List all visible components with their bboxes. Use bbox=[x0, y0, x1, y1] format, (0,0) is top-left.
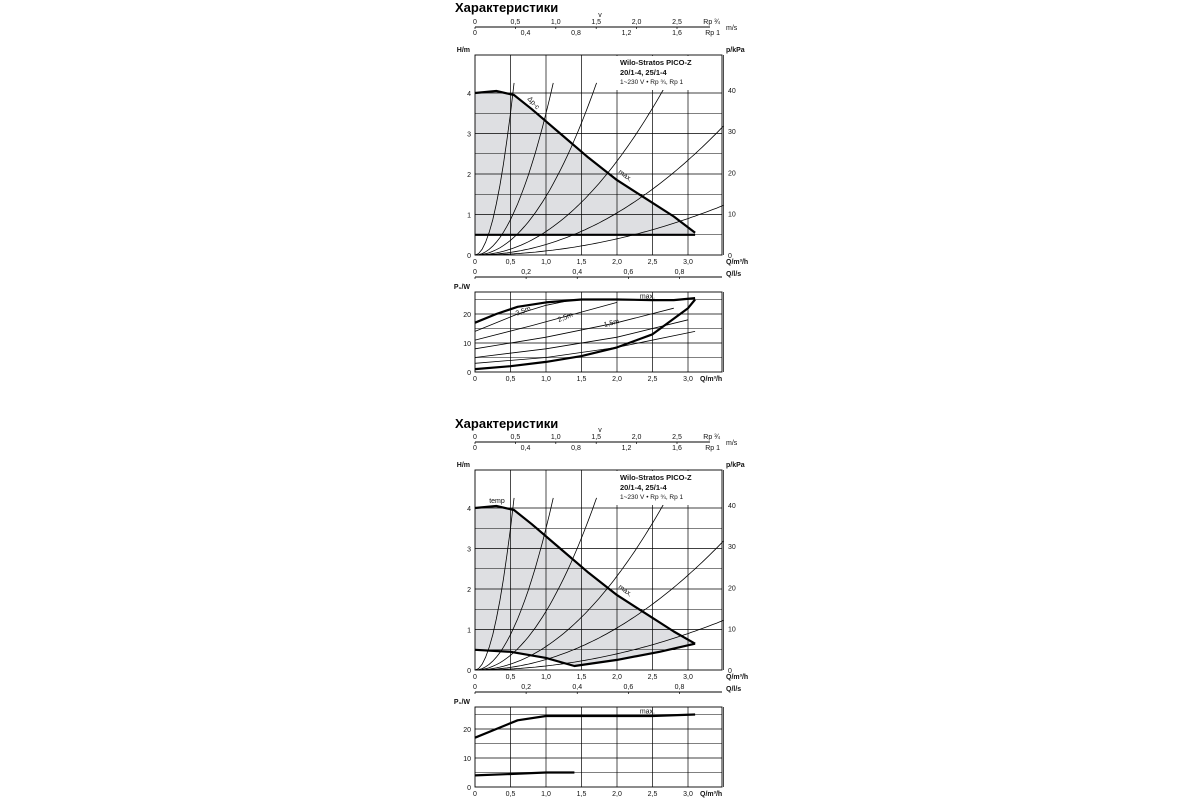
rp34-label-1: Rp ¾ bbox=[703, 19, 720, 26]
flow-ls-label-1: Q/l/s bbox=[726, 271, 742, 278]
section-title-2: Характеристики bbox=[455, 416, 559, 431]
velocity-rp1-tick-1: 1,6 bbox=[672, 30, 682, 37]
velocity-rp34-tick-1: 1,5 bbox=[591, 19, 602, 26]
flow-ls-tick-2: 0,8 bbox=[674, 684, 685, 691]
velocity-rp34-tick-2: 1,0 bbox=[550, 434, 561, 441]
flow-ls-tick-1: 0,2 bbox=[521, 269, 531, 276]
flow-tick-1: 1,5 bbox=[576, 259, 587, 266]
flow-ls-tick-1: 0,8 bbox=[674, 269, 685, 276]
operating-range-1 bbox=[475, 91, 695, 235]
velocity-rp1-tick-2: 1,2 bbox=[621, 445, 632, 452]
power-flow-tick-2: 1,0 bbox=[541, 791, 551, 798]
power-flow-tick-1: 1,0 bbox=[541, 376, 551, 383]
power-flow-tick-2: 1,5 bbox=[576, 791, 587, 798]
head-tick-2: 4 bbox=[467, 506, 471, 513]
flow-axis-label-2: Q/m³/h bbox=[726, 674, 749, 681]
power-flow-tick-1: 0,5 bbox=[505, 376, 516, 383]
power-tick-2: 0 bbox=[467, 785, 471, 792]
power-flow-tick-1: 1,5 bbox=[576, 376, 587, 383]
velocity-rp1-tick-1: 0,4 bbox=[520, 30, 531, 37]
info-supply-2: 1~230 V • Rp ¾, Rp 1 bbox=[620, 494, 684, 501]
pressure-tick-2: 40 bbox=[728, 502, 736, 510]
flow-ls-tick-2: 0,2 bbox=[521, 684, 531, 691]
pressure-tick-2: 20 bbox=[728, 585, 736, 593]
head-tick-2: 1 bbox=[467, 627, 471, 635]
max-label-2: max. bbox=[616, 583, 634, 599]
pressure-tick-2: 30 bbox=[728, 544, 736, 552]
head-tick-1: 2 bbox=[467, 172, 471, 179]
power-flow-tick-1: 3,0 bbox=[683, 376, 693, 383]
info-title-1: Wilo-Stratos PICO-Z bbox=[620, 58, 692, 67]
head-tick-2: 0 bbox=[467, 668, 471, 675]
velocity-rp34-tick-2: 2,5 bbox=[672, 434, 682, 441]
mode-label-1: Δp-c bbox=[525, 95, 541, 112]
power-max-label-2: max. bbox=[639, 708, 655, 716]
info-subtitle-2: 20/1-4, 25/1-4 bbox=[620, 483, 667, 492]
power-tick-1: 10 bbox=[463, 341, 471, 348]
velocity-rp34-tick-2: 0,5 bbox=[510, 434, 521, 441]
flow-tick-1: 2,0 bbox=[612, 259, 622, 266]
info-title-2: Wilo-Stratos PICO-Z bbox=[620, 473, 692, 482]
velocity-rp1-tick-2: 1,6 bbox=[672, 445, 682, 452]
head-tick-1: 0 bbox=[467, 253, 471, 260]
velocity-axis-label-2: v bbox=[598, 427, 602, 434]
flow-axis-label-1: Q/m³/h bbox=[726, 259, 749, 266]
power-h25-label-1: 2,5m bbox=[556, 311, 574, 324]
flow-ls-label-2: Q/l/s bbox=[726, 686, 742, 693]
power-h15-label-1: 1,5m bbox=[603, 318, 621, 329]
power-flow-tick-1: 2,0 bbox=[612, 376, 622, 383]
rp1-label-2: Rp 1 bbox=[705, 445, 720, 452]
power-flow-tick-1: 0 bbox=[473, 376, 477, 383]
pressure-axis-label-1: p/kPa bbox=[726, 47, 745, 54]
velocity-axis-label-1: v bbox=[598, 12, 602, 19]
power-flow-axis-label-2: Q/m³/h bbox=[700, 791, 723, 798]
mode-label-2: temp bbox=[489, 498, 505, 505]
power-flow-tick-2: 0 bbox=[473, 791, 477, 798]
velocity-rp34-tick-2: 1,5 bbox=[591, 434, 602, 441]
power-tick-2: 20 bbox=[463, 727, 471, 734]
rp34-label-2: Rp ¾ bbox=[703, 434, 720, 441]
velocity-rp1-tick-1: 0 bbox=[473, 30, 477, 37]
power-tick-1: 0 bbox=[467, 370, 471, 377]
power-flow-tick-2: 2,5 bbox=[647, 791, 658, 798]
flow-tick-2: 0 bbox=[473, 674, 477, 681]
max-label-1: max. bbox=[616, 168, 634, 184]
pressure-tick-1: 20 bbox=[728, 170, 736, 178]
flow-tick-1: 0 bbox=[473, 259, 477, 266]
power-axis-label-1: P₁/W bbox=[453, 284, 470, 291]
flow-ls-tick-1: 0 bbox=[473, 269, 477, 276]
velocity-rp34-tick-1: 2,5 bbox=[672, 19, 682, 26]
flow-tick-2: 1,0 bbox=[541, 674, 551, 681]
flow-ls-tick-2: 0,6 bbox=[623, 684, 634, 691]
flow-tick-2: 1,5 bbox=[576, 674, 587, 681]
pressure-tick-1: 0 bbox=[728, 253, 732, 260]
pressure-axis-label-2: p/kPa bbox=[726, 462, 745, 469]
pressure-tick-2: 10 bbox=[728, 626, 736, 634]
power-flow-tick-2: 3,0 bbox=[683, 791, 693, 798]
power-flow-tick-2: 0,5 bbox=[505, 791, 516, 798]
velocity-unit-2: m/s bbox=[726, 440, 738, 447]
pressure-tick-1: 10 bbox=[728, 211, 736, 219]
flow-ls-tick-2: 0 bbox=[473, 684, 477, 691]
section-title-1: Характеристики bbox=[455, 0, 559, 15]
info-subtitle-1: 20/1-4, 25/1-4 bbox=[620, 68, 667, 77]
velocity-rp34-tick-1: 0 bbox=[473, 19, 477, 26]
flow-ls-tick-2: 0,4 bbox=[572, 684, 583, 691]
head-tick-1: 3 bbox=[467, 131, 471, 139]
flow-tick-1: 0,5 bbox=[505, 259, 516, 266]
power-tick-2: 10 bbox=[463, 756, 471, 763]
velocity-unit-1: m/s bbox=[726, 25, 738, 32]
head-tick-1: 1 bbox=[467, 212, 471, 220]
power-flow-tick-2: 2,0 bbox=[612, 791, 622, 798]
flow-tick-2: 2,5 bbox=[647, 674, 658, 681]
velocity-rp34-tick-2: 2,0 bbox=[631, 434, 642, 441]
power-h35-label-1: 3,5m bbox=[514, 305, 532, 318]
velocity-rp1-tick-1: 0,8 bbox=[571, 30, 581, 37]
velocity-rp1-tick-2: 0,8 bbox=[571, 445, 581, 452]
info-supply-1: 1~230 V • Rp ¾, Rp 1 bbox=[620, 79, 684, 86]
pressure-tick-2: 0 bbox=[728, 668, 732, 675]
power-tick-1: 20 bbox=[463, 312, 471, 319]
flow-tick-2: 2,0 bbox=[612, 674, 622, 681]
pressure-tick-1: 30 bbox=[728, 129, 736, 137]
flow-tick-1: 2,5 bbox=[647, 259, 658, 266]
power-max-label-1: max. bbox=[639, 293, 655, 301]
head-axis-label-1: H/m bbox=[456, 47, 470, 54]
velocity-rp34-tick-1: 1,0 bbox=[550, 19, 561, 26]
flow-ls-tick-1: 0,4 bbox=[572, 269, 583, 276]
flow-tick-1: 3,0 bbox=[683, 259, 693, 266]
velocity-rp34-tick-2: 0 bbox=[473, 434, 477, 441]
flow-tick-2: 3,0 bbox=[683, 674, 693, 681]
power-flow-tick-1: 2,5 bbox=[647, 376, 658, 383]
rp1-label-1: Rp 1 bbox=[705, 30, 720, 37]
flow-ls-tick-1: 0,6 bbox=[623, 269, 634, 276]
pressure-tick-1: 40 bbox=[728, 87, 736, 95]
head-tick-1: 4 bbox=[467, 91, 471, 98]
velocity-rp1-tick-2: 0 bbox=[473, 445, 477, 452]
power-axis-label-2: P₁/W bbox=[453, 699, 470, 706]
velocity-rp1-tick-1: 1,2 bbox=[621, 30, 632, 37]
velocity-rp34-tick-1: 2,0 bbox=[631, 19, 642, 26]
flow-tick-1: 1,0 bbox=[541, 259, 551, 266]
velocity-rp1-tick-2: 0,4 bbox=[520, 445, 531, 452]
head-tick-2: 2 bbox=[467, 587, 471, 594]
head-axis-label-2: H/m bbox=[456, 462, 470, 469]
power-flow-axis-label-1: Q/m³/h bbox=[700, 376, 723, 383]
head-tick-2: 3 bbox=[467, 546, 471, 554]
velocity-rp34-tick-1: 0,5 bbox=[510, 19, 521, 26]
flow-tick-2: 0,5 bbox=[505, 674, 516, 681]
